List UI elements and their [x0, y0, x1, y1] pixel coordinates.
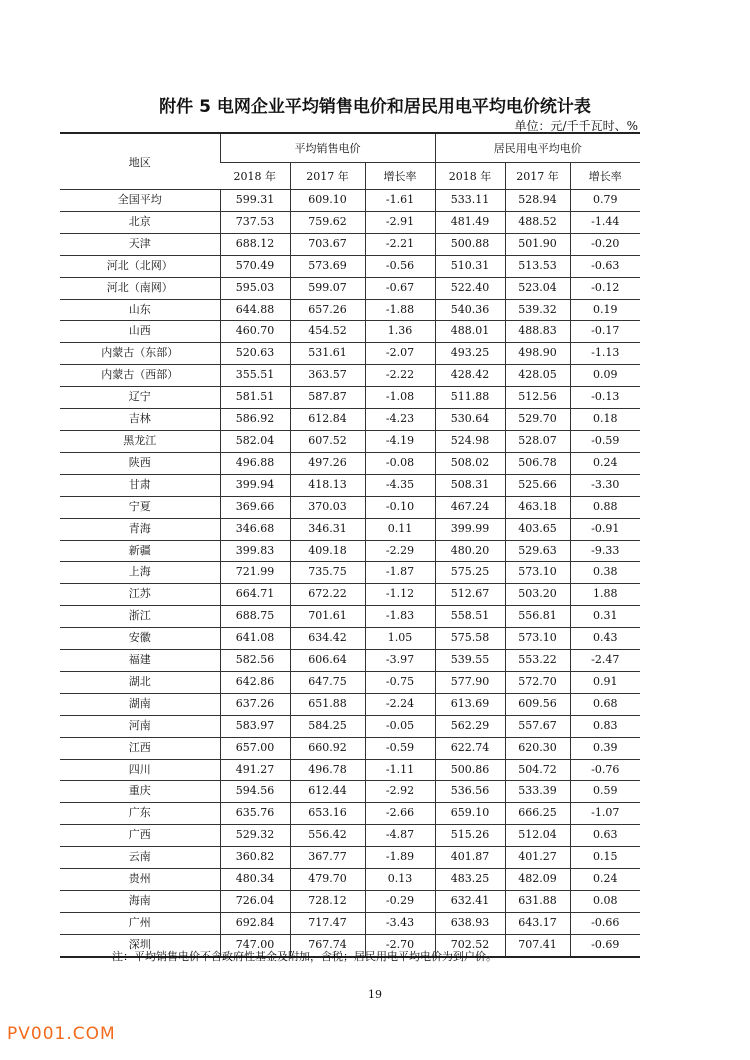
sales-growth-cell: -2.29 — [365, 540, 435, 562]
region-cell: 河南 — [60, 715, 220, 737]
region-cell: 深圳 — [60, 934, 220, 956]
table-row — [60, 628, 640, 650]
sales-2017-cell: 612.84 — [290, 409, 365, 431]
sales-2018-cell: 581.51 — [220, 387, 290, 409]
table-row — [60, 825, 640, 847]
resident-growth-cell: -0.12 — [570, 277, 640, 299]
sales-growth-cell: -0.59 — [365, 737, 435, 759]
resident-2017-cell: 573.10 — [505, 562, 570, 584]
sales-2017-cell: 497.26 — [290, 452, 365, 474]
sales-2018-cell: 595.03 — [220, 277, 290, 299]
sales-2018-cell: 570.49 — [220, 255, 290, 277]
sales-growth-cell: -3.43 — [365, 912, 435, 934]
sales-2018-cell: 657.00 — [220, 737, 290, 759]
resident-growth-cell: -2.47 — [570, 650, 640, 672]
sales-2018-cell: 637.26 — [220, 693, 290, 715]
resident-growth-cell: -0.91 — [570, 518, 640, 540]
resident-growth-cell: 0.09 — [570, 365, 640, 387]
sales-2018-cell: 529.32 — [220, 825, 290, 847]
resident-2018-cell: 638.93 — [435, 912, 505, 934]
sales-2017-cell: 496.78 — [290, 759, 365, 781]
resident-2017-cell: 572.70 — [505, 671, 570, 693]
resident-growth-cell: 0.19 — [570, 299, 640, 321]
region-cell: 内蒙古（东部） — [60, 343, 220, 365]
sales-growth-cell: -1.61 — [365, 190, 435, 212]
sales-growth-cell: -2.07 — [365, 343, 435, 365]
resident-growth-cell: -3.30 — [570, 474, 640, 496]
sales-2017-cell: 606.64 — [290, 650, 365, 672]
sales-2017-cell: 612.44 — [290, 781, 365, 803]
sales-2017-cell: 701.61 — [290, 606, 365, 628]
region-cell: 江西 — [60, 737, 220, 759]
sales-2018-cell: 737.53 — [220, 211, 290, 233]
table-row — [60, 387, 640, 409]
table-row — [60, 299, 640, 321]
sales-growth-cell: -0.56 — [365, 255, 435, 277]
resident-2017-cell: 428.05 — [505, 365, 570, 387]
resident-2017-cell: 503.20 — [505, 584, 570, 606]
resident-2017-cell: 506.78 — [505, 452, 570, 474]
resident-2017-cell: 401.27 — [505, 847, 570, 869]
sales-growth-cell: -1.87 — [365, 562, 435, 584]
table-row — [60, 277, 640, 299]
table-row — [60, 474, 640, 496]
sales-growth-header: 增长率 — [365, 163, 435, 190]
sales-2017-cell: 759.62 — [290, 211, 365, 233]
resident-2017-cell: 557.67 — [505, 715, 570, 737]
avg-sales-price-header: 平均销售电价 — [220, 133, 435, 163]
sales-2017-cell: 657.26 — [290, 299, 365, 321]
resident-growth-cell: 0.15 — [570, 847, 640, 869]
sales-2017-cell: 587.87 — [290, 387, 365, 409]
resident-2018-cell: 575.25 — [435, 562, 505, 584]
resident-2017-cell: 523.04 — [505, 277, 570, 299]
table-row — [60, 540, 640, 562]
sales-growth-cell: -1.89 — [365, 847, 435, 869]
table-row — [60, 190, 640, 212]
resident-2018-cell: 577.90 — [435, 671, 505, 693]
resident-growth-cell: 0.24 — [570, 869, 640, 891]
sales-2017-cell: 346.31 — [290, 518, 365, 540]
page-title: 附件 5 电网企业平均销售电价和居民用电平均电价统计表 — [159, 97, 591, 117]
resident-2018-header: 2018 年 — [435, 163, 505, 190]
resident-2018-cell: 512.67 — [435, 584, 505, 606]
resident-2018-cell: 500.86 — [435, 759, 505, 781]
table-row — [60, 430, 640, 452]
sales-2018-cell: 360.82 — [220, 847, 290, 869]
table-row — [60, 584, 640, 606]
sales-2018-cell: 664.71 — [220, 584, 290, 606]
region-cell: 云南 — [60, 847, 220, 869]
sales-growth-cell: -0.67 — [365, 277, 435, 299]
table-row — [60, 255, 640, 277]
sales-2018-cell: 721.99 — [220, 562, 290, 584]
sales-2018-cell: 583.97 — [220, 715, 290, 737]
sales-growth-cell: -2.22 — [365, 365, 435, 387]
table-row — [60, 562, 640, 584]
region-cell: 上海 — [60, 562, 220, 584]
sales-2017-cell: 367.77 — [290, 847, 365, 869]
table-row — [60, 409, 640, 431]
sales-2018-cell: 582.56 — [220, 650, 290, 672]
sales-growth-cell: -4.35 — [365, 474, 435, 496]
resident-growth-cell: 0.38 — [570, 562, 640, 584]
sales-2017-cell: 363.57 — [290, 365, 365, 387]
sales-2018-cell: 582.04 — [220, 430, 290, 452]
resident-2018-cell: 533.11 — [435, 190, 505, 212]
sales-2018-cell: 491.27 — [220, 759, 290, 781]
region-cell: 湖北 — [60, 671, 220, 693]
sales-growth-cell: 1.05 — [365, 628, 435, 650]
region-cell: 陕西 — [60, 452, 220, 474]
table-row — [60, 671, 640, 693]
sales-growth-cell: -0.75 — [365, 671, 435, 693]
region-header: 地区 — [60, 133, 220, 190]
resident-growth-cell: 0.68 — [570, 693, 640, 715]
table-row — [60, 737, 640, 759]
sales-2018-header: 2018 年 — [220, 163, 290, 190]
table-row — [60, 693, 640, 715]
region-cell: 宁夏 — [60, 496, 220, 518]
sales-2018-cell: 586.92 — [220, 409, 290, 431]
resident-growth-cell: -0.13 — [570, 387, 640, 409]
sales-growth-cell: -1.08 — [365, 387, 435, 409]
sales-2018-cell: 520.63 — [220, 343, 290, 365]
resident-2017-cell: 553.22 — [505, 650, 570, 672]
resident-growth-cell: -0.66 — [570, 912, 640, 934]
region-cell: 北京 — [60, 211, 220, 233]
resident-2018-cell: 562.29 — [435, 715, 505, 737]
table-row — [60, 233, 640, 255]
sales-2017-cell: 607.52 — [290, 430, 365, 452]
sales-growth-cell: -0.10 — [365, 496, 435, 518]
sales-2017-cell: 609.10 — [290, 190, 365, 212]
table-row — [60, 365, 640, 387]
resident-growth-cell: -1.07 — [570, 803, 640, 825]
resident-2018-cell: 622.74 — [435, 737, 505, 759]
resident-2018-cell: 515.26 — [435, 825, 505, 847]
region-cell: 海南 — [60, 891, 220, 913]
sales-2018-cell: 688.12 — [220, 233, 290, 255]
resident-2018-cell: 530.64 — [435, 409, 505, 431]
region-cell: 黑龙江 — [60, 430, 220, 452]
table-row — [60, 847, 640, 869]
resident-2017-cell: 533.39 — [505, 781, 570, 803]
unit-label: 单位：元/千千瓦时、% — [514, 119, 638, 133]
sales-2018-cell: 346.68 — [220, 518, 290, 540]
table-row — [60, 211, 640, 233]
region-cell: 重庆 — [60, 781, 220, 803]
resident-2017-cell: 403.65 — [505, 518, 570, 540]
resident-growth-cell: 0.79 — [570, 190, 640, 212]
resident-2017-cell: 707.41 — [505, 934, 570, 956]
resident-2018-cell: 508.31 — [435, 474, 505, 496]
sales-2017-cell: 653.16 — [290, 803, 365, 825]
sales-2017-cell: 556.42 — [290, 825, 365, 847]
sales-growth-cell: 0.13 — [365, 869, 435, 891]
region-cell: 青海 — [60, 518, 220, 540]
sales-2017-cell: 479.70 — [290, 869, 365, 891]
resident-2017-cell: 529.63 — [505, 540, 570, 562]
sales-2017-cell: 599.07 — [290, 277, 365, 299]
resident-2017-cell: 631.88 — [505, 891, 570, 913]
resident-growth-cell: -0.76 — [570, 759, 640, 781]
resident-2018-cell: 500.88 — [435, 233, 505, 255]
resident-2018-cell: 702.52 — [435, 934, 505, 956]
sales-2017-cell: 660.92 — [290, 737, 365, 759]
resident-2017-cell: 666.25 — [505, 803, 570, 825]
sales-growth-cell: 1.36 — [365, 321, 435, 343]
sales-2018-cell: 369.66 — [220, 496, 290, 518]
resident-growth-cell: 0.18 — [570, 409, 640, 431]
table-row — [60, 496, 640, 518]
sales-2018-cell: 635.76 — [220, 803, 290, 825]
sales-growth-cell: -1.12 — [365, 584, 435, 606]
sales-2017-cell: 573.69 — [290, 255, 365, 277]
sales-growth-cell: -0.29 — [365, 891, 435, 913]
sales-2017-cell: 418.13 — [290, 474, 365, 496]
region-cell: 吉林 — [60, 409, 220, 431]
resident-2018-cell: 493.25 — [435, 343, 505, 365]
resident-2018-cell: 539.55 — [435, 650, 505, 672]
region-cell: 河北（南网） — [60, 277, 220, 299]
region-cell: 湖南 — [60, 693, 220, 715]
sales-growth-cell: -2.92 — [365, 781, 435, 803]
page-number: 19 — [368, 988, 382, 1001]
resident-2018-cell: 480.20 — [435, 540, 505, 562]
sales-growth-cell: -2.21 — [365, 233, 435, 255]
sales-2017-cell: 651.88 — [290, 693, 365, 715]
resident-2017-cell: 573.10 — [505, 628, 570, 650]
sales-growth-cell: -4.87 — [365, 825, 435, 847]
resident-growth-cell: -1.44 — [570, 211, 640, 233]
region-cell: 贵州 — [60, 869, 220, 891]
resident-2017-cell: 529.70 — [505, 409, 570, 431]
sales-2017-cell: 370.03 — [290, 496, 365, 518]
table-row — [60, 891, 640, 913]
watermark: PV001.COM — [7, 1024, 116, 1044]
sales-2017-header: 2017 年 — [290, 163, 365, 190]
sales-growth-cell: -1.88 — [365, 299, 435, 321]
sales-growth-cell: -3.97 — [365, 650, 435, 672]
resident-2017-cell: 513.53 — [505, 255, 570, 277]
resident-growth-cell: -0.20 — [570, 233, 640, 255]
resident-growth-cell: 0.31 — [570, 606, 640, 628]
sales-2017-cell: 735.75 — [290, 562, 365, 584]
resident-growth-cell: 0.24 — [570, 452, 640, 474]
table-row — [60, 781, 640, 803]
region-cell: 全国平均 — [60, 190, 220, 212]
sales-2018-cell: 692.84 — [220, 912, 290, 934]
region-cell: 四川 — [60, 759, 220, 781]
table-row — [60, 715, 640, 737]
sales-2018-cell: 399.94 — [220, 474, 290, 496]
resident-2017-cell: 501.90 — [505, 233, 570, 255]
table-row — [60, 650, 640, 672]
sales-growth-cell: 0.11 — [365, 518, 435, 540]
table-row — [60, 518, 640, 540]
resident-2017-cell: 539.32 — [505, 299, 570, 321]
table-row — [60, 912, 640, 934]
region-cell: 内蒙古（西部） — [60, 365, 220, 387]
sales-growth-cell: -2.70 — [365, 934, 435, 956]
region-cell: 辽宁 — [60, 387, 220, 409]
resident-2017-cell: 512.04 — [505, 825, 570, 847]
region-cell: 河北（北网） — [60, 255, 220, 277]
resident-growth-cell: 0.08 — [570, 891, 640, 913]
sales-2018-cell: 460.70 — [220, 321, 290, 343]
resident-2018-cell: 399.99 — [435, 518, 505, 540]
sales-2018-cell: 644.88 — [220, 299, 290, 321]
resident-growth-cell: -1.13 — [570, 343, 640, 365]
sales-2018-cell: 642.86 — [220, 671, 290, 693]
resident-2017-cell: 643.17 — [505, 912, 570, 934]
sales-2018-cell: 641.08 — [220, 628, 290, 650]
resident-growth-cell: 1.88 — [570, 584, 640, 606]
resident-2017-cell: 498.90 — [505, 343, 570, 365]
resident-2018-cell: 428.42 — [435, 365, 505, 387]
sales-2018-cell: 726.04 — [220, 891, 290, 913]
sales-2017-cell: 531.61 — [290, 343, 365, 365]
resident-2018-cell: 632.41 — [435, 891, 505, 913]
resident-2018-cell: 659.10 — [435, 803, 505, 825]
sales-growth-cell: -4.19 — [365, 430, 435, 452]
region-cell: 福建 — [60, 650, 220, 672]
sales-2018-cell: 688.75 — [220, 606, 290, 628]
region-cell: 广州 — [60, 912, 220, 934]
region-cell: 浙江 — [60, 606, 220, 628]
resident-2018-cell: 488.01 — [435, 321, 505, 343]
region-cell: 甘肃 — [60, 474, 220, 496]
region-cell: 广西 — [60, 825, 220, 847]
resident-2018-cell: 522.40 — [435, 277, 505, 299]
resident-2017-cell: 488.52 — [505, 211, 570, 233]
sales-growth-cell: -0.05 — [365, 715, 435, 737]
resident-2018-cell: 536.56 — [435, 781, 505, 803]
sales-2018-cell: 355.51 — [220, 365, 290, 387]
resident-2017-cell: 528.07 — [505, 430, 570, 452]
resident-2018-cell: 483.25 — [435, 869, 505, 891]
table-row — [60, 343, 640, 365]
price-statistics-table — [60, 132, 640, 958]
region-cell: 山西 — [60, 321, 220, 343]
resident-2018-cell: 467.24 — [435, 496, 505, 518]
table-row — [60, 759, 640, 781]
resident-2017-header: 2017 年 — [505, 163, 570, 190]
resident-2018-cell: 558.51 — [435, 606, 505, 628]
resident-growth-cell: -0.59 — [570, 430, 640, 452]
resident-2017-cell: 463.18 — [505, 496, 570, 518]
resident-growth-cell: -0.17 — [570, 321, 640, 343]
resident-growth-cell: 0.43 — [570, 628, 640, 650]
region-cell: 天津 — [60, 233, 220, 255]
table-row — [60, 321, 640, 343]
resident-2018-cell: 524.98 — [435, 430, 505, 452]
sales-2017-cell: 717.47 — [290, 912, 365, 934]
sales-growth-cell: -1.11 — [365, 759, 435, 781]
resident-growth-cell: 0.59 — [570, 781, 640, 803]
region-cell: 江苏 — [60, 584, 220, 606]
sales-2018-cell: 496.88 — [220, 452, 290, 474]
sales-growth-cell: -2.24 — [365, 693, 435, 715]
region-cell: 安徽 — [60, 628, 220, 650]
region-cell: 山东 — [60, 299, 220, 321]
sales-2017-cell: 672.22 — [290, 584, 365, 606]
resident-growth-cell: -0.69 — [570, 934, 640, 956]
resident-growth-header: 增长率 — [570, 163, 640, 190]
footnote: 注：平均销售电价不含政府性基金及附加，含税；居民用电平均电价为到户价。 — [112, 950, 497, 963]
resident-2017-cell: 488.83 — [505, 321, 570, 343]
resident-2017-cell: 620.30 — [505, 737, 570, 759]
resident-2018-cell: 401.87 — [435, 847, 505, 869]
resident-growth-cell: 0.63 — [570, 825, 640, 847]
resident-2017-cell: 525.66 — [505, 474, 570, 496]
resident-2017-cell: 528.94 — [505, 190, 570, 212]
resident-2018-cell: 540.36 — [435, 299, 505, 321]
sales-2017-cell: 767.74 — [290, 934, 365, 956]
resident-2018-cell: 575.58 — [435, 628, 505, 650]
region-cell: 广东 — [60, 803, 220, 825]
resident-2018-cell: 613.69 — [435, 693, 505, 715]
resident-growth-cell: 0.39 — [570, 737, 640, 759]
resident-2017-cell: 482.09 — [505, 869, 570, 891]
sales-growth-cell: -0.08 — [365, 452, 435, 474]
sales-2017-cell: 647.75 — [290, 671, 365, 693]
sales-growth-cell: -2.91 — [365, 211, 435, 233]
sales-growth-cell: -4.23 — [365, 409, 435, 431]
resident-growth-cell: 0.83 — [570, 715, 640, 737]
table-row — [60, 606, 640, 628]
resident-growth-cell: -0.63 — [570, 255, 640, 277]
sales-2017-cell: 728.12 — [290, 891, 365, 913]
sales-2017-cell: 703.67 — [290, 233, 365, 255]
resident-2018-cell: 511.88 — [435, 387, 505, 409]
table-row — [60, 803, 640, 825]
resident-price-header: 居民用电平均电价 — [435, 133, 640, 163]
table-body — [60, 190, 640, 957]
sales-growth-cell: -2.66 — [365, 803, 435, 825]
sales-2018-cell: 399.83 — [220, 540, 290, 562]
resident-growth-cell: 0.88 — [570, 496, 640, 518]
resident-2018-cell: 508.02 — [435, 452, 505, 474]
sales-growth-cell: -1.83 — [365, 606, 435, 628]
sales-2018-cell: 480.34 — [220, 869, 290, 891]
table-row — [60, 869, 640, 891]
sales-2017-cell: 454.52 — [290, 321, 365, 343]
resident-2017-cell: 512.56 — [505, 387, 570, 409]
sales-2017-cell: 634.42 — [290, 628, 365, 650]
sales-2018-cell: 599.31 — [220, 190, 290, 212]
resident-2017-cell: 504.72 — [505, 759, 570, 781]
sales-2018-cell: 594.56 — [220, 781, 290, 803]
resident-growth-cell: 0.91 — [570, 671, 640, 693]
resident-2018-cell: 481.49 — [435, 211, 505, 233]
sales-2017-cell: 584.25 — [290, 715, 365, 737]
resident-growth-cell: -9.33 — [570, 540, 640, 562]
resident-2017-cell: 556.81 — [505, 606, 570, 628]
resident-2017-cell: 609.56 — [505, 693, 570, 715]
table-row — [60, 452, 640, 474]
sales-2017-cell: 409.18 — [290, 540, 365, 562]
sales-2018-cell: 747.00 — [220, 934, 290, 956]
region-cell: 新疆 — [60, 540, 220, 562]
resident-2018-cell: 510.31 — [435, 255, 505, 277]
